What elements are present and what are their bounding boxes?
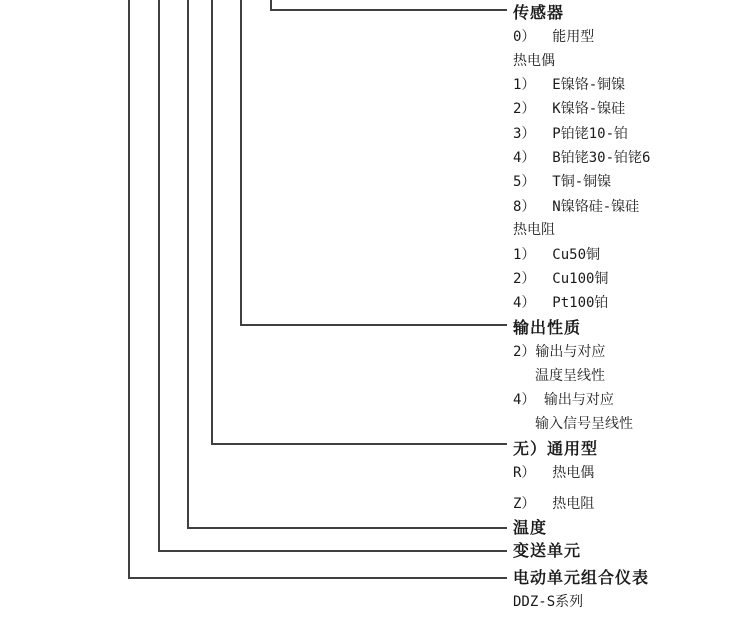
general-type-heading: 无）通用型 bbox=[513, 439, 599, 458]
connector-instrument-vertical bbox=[128, 0, 130, 579]
transmitter-unit-heading: 变送单元 bbox=[513, 541, 582, 560]
connector-transmitter-horizontal bbox=[158, 550, 507, 552]
rtd-option-2: 2） Cu100铜 bbox=[513, 271, 609, 287]
rtd-option-4: 4） Pt100铂 bbox=[513, 295, 609, 311]
general-option-z: Z） 热电阻 bbox=[513, 496, 595, 512]
sensor-option-0: 0） 能用型 bbox=[513, 29, 595, 45]
series-note: DDZ-S系列 bbox=[513, 594, 584, 610]
output-option-4-line2: 输入信号呈线性 bbox=[535, 416, 633, 432]
instrument-heading: 电动单元组合仪表 bbox=[513, 568, 650, 587]
thermocouple-option-5: 5） T铜-铜镍 bbox=[513, 174, 612, 190]
rtd-option-1: 1） Cu50铜 bbox=[513, 247, 601, 263]
thermocouple-option-3: 3） P铂铑10-铂 bbox=[513, 126, 629, 142]
general-option-r: R） 热电偶 bbox=[513, 465, 595, 481]
rtd-group-label: 热电阻 bbox=[513, 222, 555, 238]
connector-sensor-horizontal bbox=[270, 9, 507, 11]
connector-general-type-vertical bbox=[211, 0, 213, 445]
thermocouple-option-1: 1） E镍铬-铜镍 bbox=[513, 77, 626, 93]
thermocouple-group-label: 热电偶 bbox=[513, 53, 555, 69]
connector-output-vertical bbox=[240, 0, 242, 325]
thermocouple-option-4: 4） B铂铑30-铂铑6 bbox=[513, 150, 651, 166]
connector-temperature-vertical bbox=[187, 0, 189, 529]
sensor-heading: 传感器 bbox=[513, 3, 565, 22]
connector-instrument-horizontal bbox=[128, 577, 507, 579]
connector-temperature-horizontal bbox=[187, 527, 507, 529]
output-option-4-line1: 4） 输出与对应 bbox=[513, 392, 614, 408]
output-option-2-line1: 2）输出与对应 bbox=[513, 344, 606, 360]
output-option-2-line2: 温度呈线性 bbox=[535, 368, 605, 384]
temperature-heading: 温度 bbox=[513, 518, 548, 537]
connector-general-type-horizontal bbox=[211, 443, 507, 445]
connector-transmitter-vertical bbox=[158, 0, 160, 552]
connector-output-horizontal bbox=[240, 324, 507, 326]
output-nature-heading: 输出性质 bbox=[513, 318, 582, 337]
thermocouple-option-8: 8） N镍铬硅-镍硅 bbox=[513, 199, 640, 215]
thermocouple-option-2: 2） K镍铬-镍硅 bbox=[513, 101, 626, 117]
